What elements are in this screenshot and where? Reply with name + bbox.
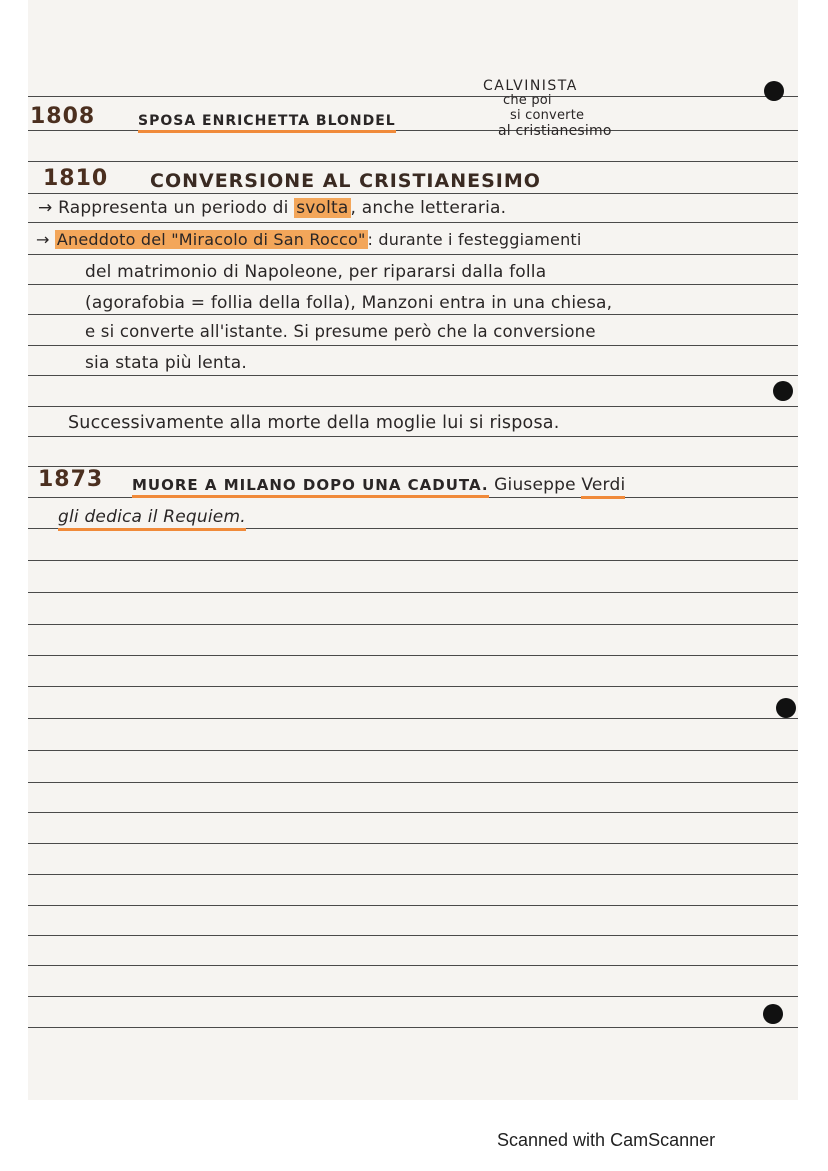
- binder-hole: [763, 1004, 783, 1024]
- bullet-line: [38, 198, 506, 218]
- ruled-line: [28, 560, 798, 561]
- arrow-icon: →: [36, 230, 55, 249]
- ruled-line: [28, 345, 798, 346]
- text-fragment: Giuseppe: [488, 475, 582, 495]
- side-note-line: CALVINISTA: [483, 78, 578, 94]
- ruled-line: [28, 812, 798, 813]
- ruled-line: [28, 874, 798, 875]
- ruled-line: [28, 592, 798, 593]
- highlighted-word: svolta: [296, 198, 349, 218]
- ruled-line: [28, 1027, 798, 1028]
- arrow-icon: →: [38, 198, 59, 218]
- text-line: (agorafobia = follia della folla), Manzoni entra in una chiesa,: [85, 293, 613, 313]
- ruled-line: [28, 996, 798, 997]
- binder-hole: [764, 81, 784, 101]
- heading-1808: SPOSA ENRICHETTA BLONDEL: [138, 113, 396, 133]
- text-line: sia stata più lenta.: [85, 353, 247, 373]
- scan-footer: Scanned with CamScanner: [497, 1130, 716, 1150]
- side-note-line: al cristianesimo: [498, 123, 612, 139]
- ruled-line: [28, 161, 798, 162]
- ruled-line: [28, 436, 798, 437]
- ruled-line: [28, 905, 798, 906]
- underlined-name: Verdi: [581, 475, 625, 499]
- ruled-line: [28, 843, 798, 844]
- ruled-line: [28, 314, 798, 315]
- side-note-line: si converte: [510, 108, 585, 123]
- year-1810: 1810: [43, 166, 109, 191]
- year-1873: 1873: [38, 467, 104, 492]
- ruled-line: [28, 254, 798, 255]
- binder-hole: [776, 698, 796, 718]
- text-line: gli dedica il Requiem.: [58, 507, 246, 531]
- text-line: e si converte all'istante. Si presume però che la conversione: [85, 322, 596, 341]
- ruled-line: [28, 750, 798, 751]
- ruled-line: [28, 718, 798, 719]
- ruled-line: [28, 965, 798, 966]
- ruled-line: [28, 222, 798, 223]
- heading-1873: MUORE A MILANO DOPO UNA CADUTA.: [132, 476, 489, 498]
- ruled-line: [28, 686, 798, 687]
- ruled-line: [28, 375, 798, 376]
- bullet-line: [36, 230, 582, 249]
- ruled-line: [28, 96, 798, 97]
- ruled-line: [28, 782, 798, 783]
- binder-hole: [773, 381, 793, 401]
- ruled-line: [28, 624, 798, 625]
- heading-1810: CONVERSIONE AL CRISTIANESIMO: [150, 170, 541, 192]
- text-line: Successivamente alla morte della moglie lui si risposa.: [68, 413, 560, 433]
- ruled-line: [28, 284, 798, 285]
- bullet-text: Rappresenta un periodo di: [58, 198, 295, 218]
- highlighted-anecdote: Aneddoto del "Miracolo di San Rocco": [56, 230, 366, 249]
- ruled-line: [28, 655, 798, 656]
- year-1808: 1808: [30, 104, 96, 129]
- bullet-text: : durante i festeggiamenti: [367, 230, 582, 249]
- ruled-line: [28, 935, 798, 936]
- text-line: del matrimonio di Napoleone, per ripararsi dalla folla: [85, 262, 547, 282]
- notebook-page: [28, 0, 798, 1100]
- ruled-line: [28, 193, 798, 194]
- ruled-line: [28, 406, 798, 407]
- bullet-text: , anche letteraria.: [350, 198, 507, 218]
- heading-1873-line: [132, 475, 625, 495]
- ruled-line: [28, 466, 798, 467]
- side-note-line: che poi: [503, 93, 552, 108]
